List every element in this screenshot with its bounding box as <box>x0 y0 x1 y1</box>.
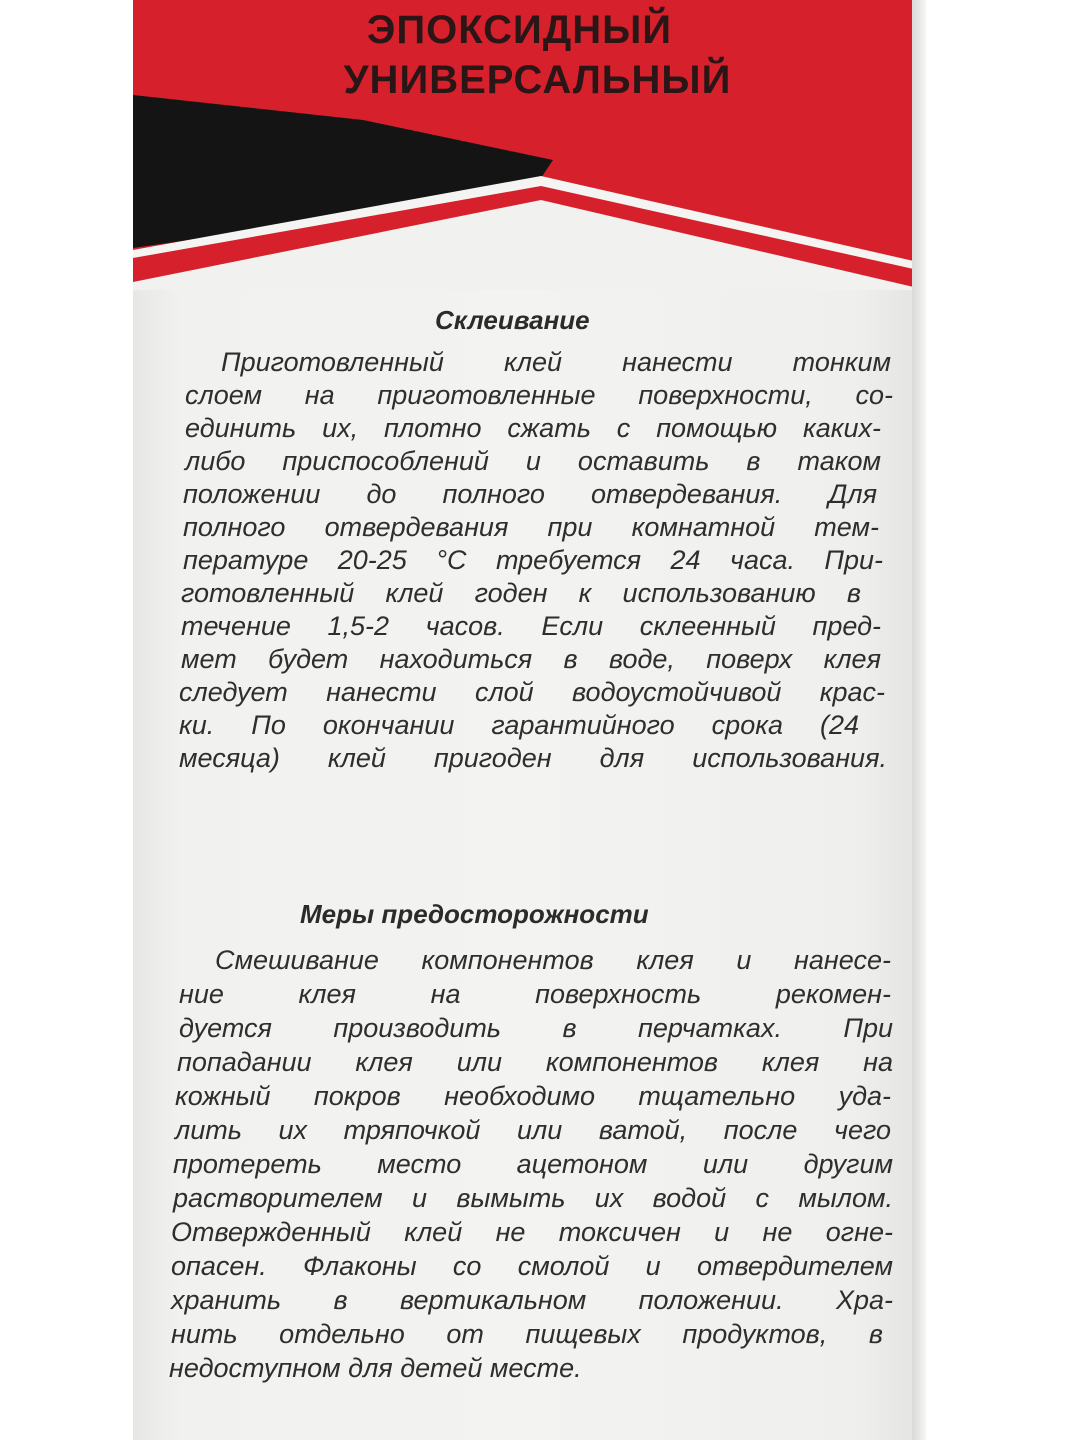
body-line: течение 1,5-2 часов. Если склеенный пред- <box>181 611 881 641</box>
section-title-bonding: Склеивание <box>435 305 590 335</box>
body-line: месяца) клей пригоден для использования. <box>179 743 887 773</box>
body-line: опасен. Флаконы со смолой и отвердителем <box>171 1251 893 1281</box>
body-line: лить их тряпочкой или ватой, после чего <box>175 1115 891 1145</box>
section-title-precautions: Меры предосторожности <box>300 899 649 929</box>
body-line: готовленный клей годен к использованию в <box>181 578 861 608</box>
body-line: единить их, плотно сжать с помощью каких- <box>185 413 881 443</box>
box-edge <box>912 0 926 1440</box>
body-line: полного отвердевания при комнатной тем- <box>183 512 879 542</box>
body-line: протереть место ацетоном или другим <box>173 1149 893 1179</box>
body-line: хранить в вертикальном положении. Хра- <box>171 1285 893 1315</box>
body-line: слоем на приготовленные поверхности, со- <box>185 380 893 410</box>
body-line: Отвержденный клей не токсичен и не огне- <box>171 1217 893 1247</box>
body-line: мет будет находиться в воде, поверх клея <box>181 644 881 674</box>
body-line: Смешивание компонентов клея и нанесе- <box>215 945 891 975</box>
body-line: попадании клея или компонентов клея на <box>177 1047 893 1077</box>
body-line: ние клея на поверхность рекомен- <box>179 979 891 1009</box>
body-line: дуется производить в перчатках. При <box>179 1013 893 1043</box>
body-line: положении до полного отвердевания. Для <box>183 479 877 509</box>
body-line: либо приспособлений и оставить в таком <box>185 446 881 476</box>
glue-box-panel <box>133 0 918 1440</box>
body-line: ки. По окончании гарантийного срока (24 <box>179 710 859 740</box>
body-line: Приготовленный клей нанести тонким <box>221 347 891 377</box>
body-line: недоступном для детей месте. <box>169 1353 582 1383</box>
brand-line-2: УНИВЕРСАЛЬНЫЙ <box>343 58 732 102</box>
body-line: следует нанести слой водоустойчивой крас- <box>179 677 885 707</box>
body-line: пературе 20-25 °С требуется 24 часа. При- <box>183 545 883 575</box>
body-line: нить отдельно от пищевых продуктов, в <box>171 1319 883 1349</box>
brand-line-1: ЭПОКСИДНЫЙ <box>366 8 673 52</box>
body-line: растворителем и вымыть их водой с мылом. <box>173 1183 893 1213</box>
body-line: кожный покров необходимо тщательно уда- <box>175 1081 891 1111</box>
